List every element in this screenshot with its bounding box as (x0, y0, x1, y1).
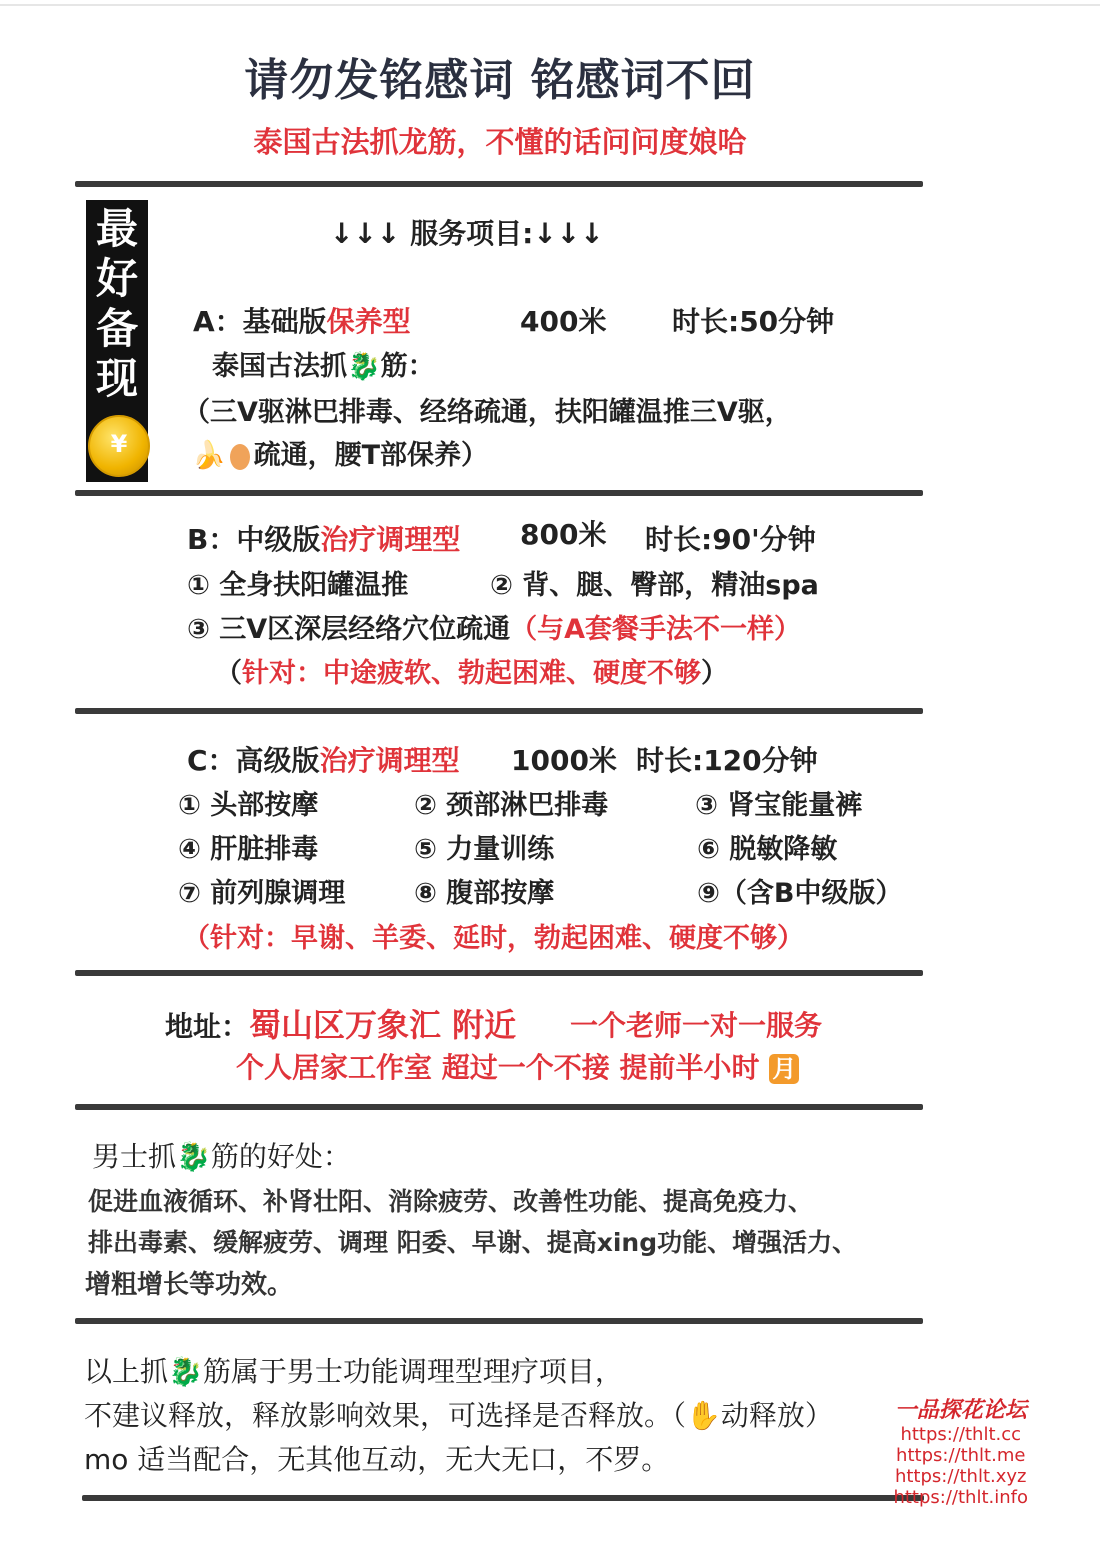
package-b-price: 800米 (520, 518, 607, 551)
package-a-duration: 时长:50分钟 (672, 305, 835, 338)
section-divider (75, 1104, 923, 1110)
address-label: 地址： (165, 1010, 250, 1043)
watermark-brand: 一品探花论坛 (894, 1397, 1027, 1423)
section-divider (75, 490, 923, 496)
package-b-item-3-note: （与A套餐手法不一样） (510, 614, 802, 645)
package-a-type: 保养型 (326, 305, 411, 338)
page-title: 请勿发铭感词 铭感词不回 (244, 55, 756, 106)
package-a-line1: 泰国古法抓🐉筋： (212, 351, 435, 382)
package-b-item-1: ① 全身扶阳罐温推 (187, 570, 409, 601)
watermark (893, 1393, 1028, 1508)
benefits-line3: 增粗增长等功效。 (85, 1270, 294, 1300)
package-a-price: 400米 (520, 305, 607, 338)
package-c-item: ① 头部按摩 (178, 790, 319, 821)
watermark-url: https://thlt.xyz (894, 1466, 1027, 1487)
banana-icon: 🍌 (192, 440, 226, 471)
package-c-item: ② 颈部淋巴排毒 (414, 790, 609, 821)
package-c-item: ⑦ 前列腺调理 (178, 878, 346, 909)
package-c-item: ⑧ 腹部按摩 (414, 878, 555, 909)
address-service: 一个老师一对一服务 (570, 1009, 823, 1042)
package-c-target: （针对：早谢、羊委、延时，勃起困难、硬度不够） (183, 923, 804, 954)
package-b-item-2: ② 背、腿、臀部，精油spa (490, 570, 819, 601)
package-c-label: C：高级版 (187, 744, 320, 777)
section-divider (75, 181, 923, 187)
address-line2: 个人居家工作室 超过一个不接 提前半小时 月 (236, 1046, 799, 1086)
benefits-line1: 促进血液循环、补肾壮阳、消除疲劳、改善性功能、提高免疫力、 (88, 1187, 814, 1216)
address-location: 蜀山区万象汇 附近 (249, 1006, 517, 1044)
page-subtitle: 泰国古法抓龙筋，不懂的话问问度娘哈 (253, 125, 747, 159)
package-c-item: ⑥ 脱敏降敏 (697, 834, 838, 865)
package-c-price: 1000米 (511, 744, 617, 777)
address-line1 (165, 1000, 516, 1046)
package-a-label: A：基础版 (193, 305, 327, 338)
services-heading: ↓↓↓ 服务项目:↓↓↓ (330, 217, 604, 250)
benefits-line2: 排出毒素、缓解疲劳、调理 阳委、早谢、提高xing功能、增强活力、 (88, 1228, 858, 1257)
notes-line3: mo 适当配合，无其他互动，无大无口，不罗。 (84, 1443, 670, 1476)
watermark-url: https://thlt.me (896, 1445, 1026, 1466)
dragon-icon: 🐉 (168, 1355, 203, 1388)
section-divider (82, 1495, 924, 1501)
top-divider (0, 4, 1100, 6)
package-b-duration: 时长:90'分钟 (645, 523, 816, 556)
package-c-item: ⑨（含B中级版） (697, 878, 903, 909)
package-b-target: （针对：中途疲软、勃起困难、硬度不够） (215, 658, 728, 689)
package-c-item: ⑤ 力量训练 (414, 834, 555, 865)
dragon-icon: 🐉 (176, 1140, 211, 1173)
section-divider (75, 1318, 923, 1324)
package-b-type: 治疗调理型 (320, 523, 461, 556)
package-a-line2: （三V驱淋巴排毒、经络疏通，扶阳罐温推三V驱， (183, 397, 792, 428)
watermark-url: https://thlt.info (893, 1487, 1028, 1508)
package-c-item: ③ 肾宝能量裤 (695, 790, 863, 821)
notes-line2: 不建议释放，释放影响效果，可选择是否释放。（✋动释放） (84, 1399, 833, 1432)
package-c-item: ④ 肝脏排毒 (178, 834, 319, 865)
benefits-heading: 男士抓🐉筋的好处： (92, 1140, 351, 1173)
package-a-line3: 🍌 疏通，腰T部保养） (192, 440, 489, 471)
watermark-url: https://thlt.cc (900, 1424, 1022, 1445)
package-c-type: 治疗调理型 (319, 744, 460, 777)
notes-line1: 以上抓🐉筋属于男士功能调理型理疗项目， (84, 1355, 623, 1388)
package-b-label: B：中级版 (187, 523, 321, 556)
package-a-title (193, 300, 411, 340)
section-divider (75, 970, 923, 976)
package-b-title (187, 518, 460, 558)
coin-icon: ¥ (88, 415, 150, 477)
banner-text: 最 好 备 现 (95, 204, 138, 403)
dragon-icon: 🐉 (347, 351, 381, 382)
package-c-title (187, 739, 460, 779)
moon-icon: 月 (769, 1054, 799, 1084)
package-b-item-3: ③ 三V区深层经络穴位疏通（与A套餐手法不一样） (187, 614, 802, 645)
package-c-duration: 时长:120分钟 (636, 744, 818, 777)
egg-icon (230, 444, 250, 470)
hand-icon: ✋ (686, 1399, 721, 1432)
section-divider (75, 708, 923, 714)
